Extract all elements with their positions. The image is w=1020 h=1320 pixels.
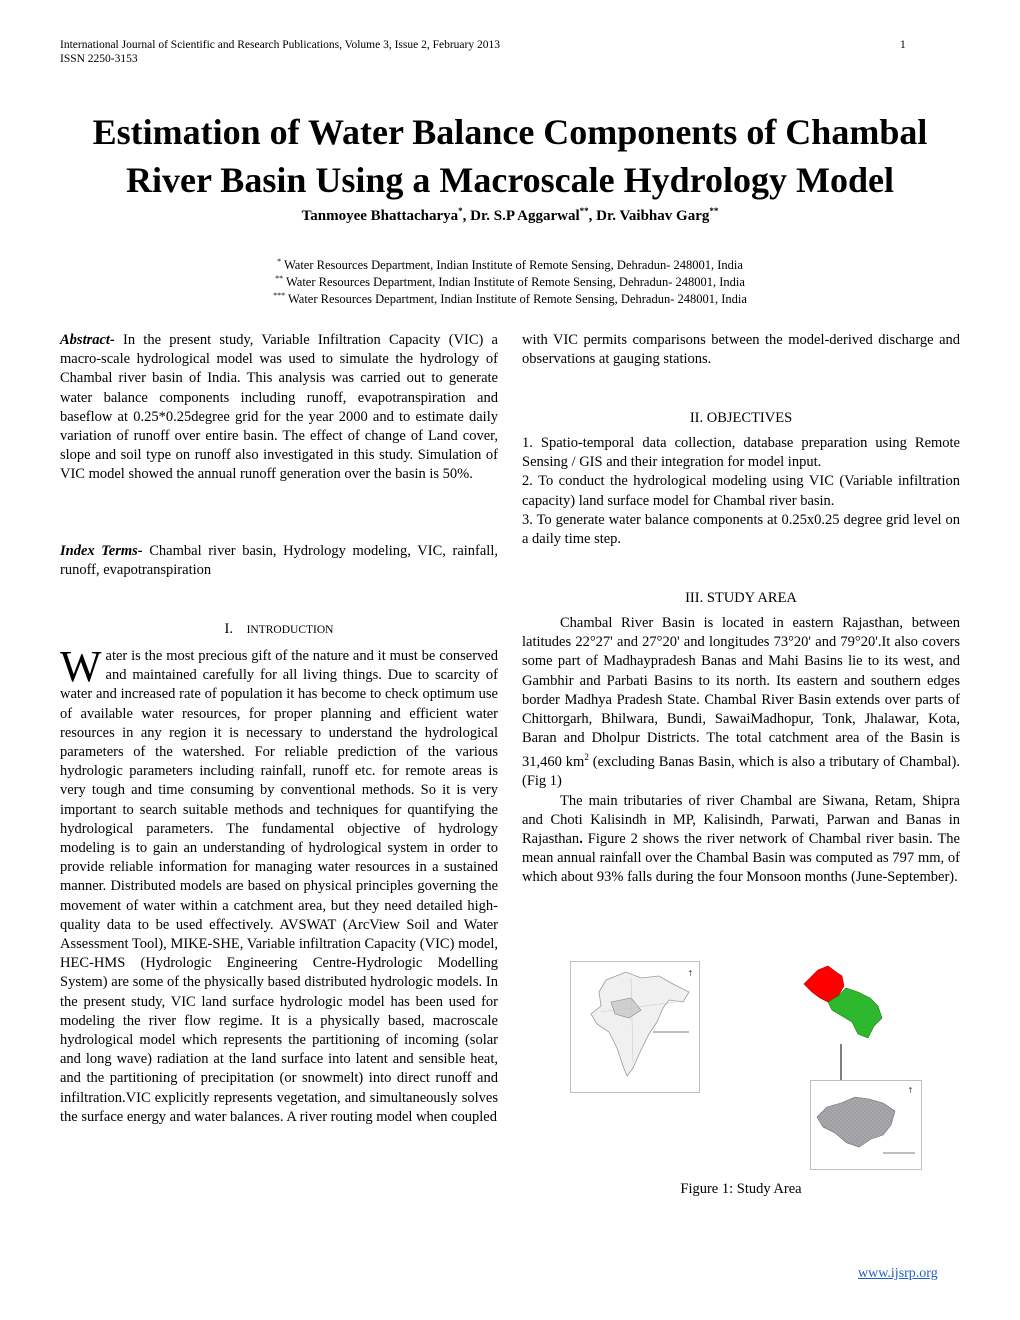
affiliation-1-mark: * (277, 257, 282, 266)
drop-cap: W (60, 642, 102, 691)
page-number: 1 (900, 39, 906, 51)
title-line-2: River Basin Using a Macroscale Hydrology Model (126, 160, 894, 200)
study-area-para2-end: Figure 2 shows the river network of Chambal river basin. The mean annual rainfall over the Chambal Basin was computed as 797 mm, of which about 93% falls during the four Monsoon months (June-September). (522, 831, 960, 886)
abstract-text: In the present study, Variable Infiltration Capacity (VIC) a macro-scale hydrological model was used to simulate the hydrology of Chambal river basin of India. This analysis was carried out to generate water balance components including runoff, evapotranspiration and baseflow at 0.25*0.25degree grid for the year 2000 and to estimate daily variation of runoff over entire basin. The effect of change of Land cover, slope and soil type on runoff also investigated in this study. Simulation of VIC model showed the annual runoff generation over the basin is 50%. (60, 332, 498, 483)
north-arrow-icon: ↑ (687, 969, 694, 978)
intro-text: ater is the most precious gift of the nature and it must be conserved and maintained carefully for all living things. Due to scarcity of water and increased rate of population it has become to check optimum use of available water resources, for proper planning and efficient water resources in any region it is necessary to understand the hydrological parameters of the watershed. For reliable prediction of the various hydrologic parameters including rainfall, runoff etc. for remote areas is very tough and time consuming by conventional methods. So it is very important to search suitable methods and techniques for quantifying the hydrological parameters. The fundamental objective of hydrology modeling is to gain an understanding of hydrological system in order to provide reliable information for managing water resources in a sustained manner. Distributed models are based on physical principles governing the movement of water within a catchment area, but they need detailed high-quality data to be used effectively. AVSWAT (ArcView Soil and Water Assessment Tool), MIKE-SHE, Variable infiltration Capacity (VIC) model, HEC-HMS (Hydrologic Engineering Centre-Hydrologic Modelling System) are some of the physically based distributed hydrologic models. In the present study, VIC land surface hydrologic model has been used for modeling the river flow regime. It is a physically based, macroscale hydrological model which represents the partitioning of incoming (solar and long wave) radiation at the land surface into latent and sensible heat, and the partitioning of precipitation (or snowmelt) into direct runoff and infiltration.VIC explicitly represents vegetation, and simultaneously solves the surface energy and water balances. A river routing model when coupled (60, 648, 498, 1125)
basin-map-panel (810, 1080, 922, 1170)
abstract (60, 331, 498, 485)
introduction-continued (522, 331, 960, 369)
affiliation-2-mark: ** (275, 274, 284, 283)
author-2: , Dr. S.P Aggarwal (462, 208, 580, 224)
study-area-para1: Chambal River Basin is located in eastern Rajasthan, between latitudes 22°27' and 27°20' and longitudes 73°20' and 79°20'.It also covers some part of Madhaypradesh Banas and Mahi Basins lie to its west, and Gambhir and Parbati Basins to its north. Its eastern and southern edges border Madhya Pradesh State. Chambal River Basin extends over parts of Chittorgarh, Bhilwara, Bundi, SawaiMadhopur, Tonk, Jhalawar, Kota, Baran and Dholpur Districts. The total catchment area of the Basin is 31,460 km (522, 615, 960, 771)
objectives-list (522, 434, 960, 549)
study-area-para1-end: (excluding Banas Basin, which is also a tributary of Chambal). (Fig 1) (522, 754, 960, 790)
india-map-panel (570, 961, 700, 1093)
figure-caption: Figure 1: Study Area (680, 1181, 802, 1197)
section-heading-objectives: II. OBJECTIVES (689, 410, 793, 426)
journal-website-link[interactable]: www.ijsrp.org (858, 1266, 938, 1281)
study-area-para2-period: . (579, 831, 583, 848)
journal-header: International Journal of Scientific and Research Publications, Volume 3, Issue 2, February 2013 (60, 39, 500, 51)
intro-cont-text: with VIC permits comparisons between the model-derived discharge and observations at gauging stations. (522, 332, 960, 368)
paper-title (60, 108, 960, 204)
states-map-image (798, 958, 898, 1044)
affiliation-3 (60, 288, 960, 307)
index-terms (60, 542, 498, 580)
author-3: , Dr. Vaibhav Garg (588, 208, 710, 224)
basin-map-image (811, 1081, 921, 1169)
author-3-mark: ** (709, 206, 719, 216)
india-outline (591, 972, 689, 1076)
title-line-1: Estimation of Water Balance Components of Chambal (92, 112, 928, 152)
abstract-label: Abstract- (60, 332, 115, 348)
objective-item: 3. To generate water balance components at 0.25x0.25 degree grid level on a daily time step. (522, 511, 960, 548)
study-area-body (522, 614, 960, 888)
author-2-mark: ** (579, 206, 589, 216)
affiliation-3-text: Water Resources Department, Indian Institute of Remote Sensing, Dehradun- 248001, India (285, 292, 747, 307)
affiliation-2-text: Water Resources Department, Indian Institute of Remote Sensing, Dehradun- 248001, India (283, 275, 745, 290)
section-heading-study-area: III. STUDY AREA (685, 590, 797, 606)
introduction-body (60, 642, 498, 1127)
figure-1 (570, 958, 950, 1173)
india-map-image (571, 962, 699, 1092)
section-heading-introduction (60, 621, 498, 638)
intro-heading-number: I. (224, 621, 233, 637)
index-terms-text: Chambal river basin, Hydrology modeling, VIC, rainfall, runoff, evapotranspiration (60, 543, 498, 579)
objective-item: 1. Spatio-temporal data collection, database preparation using Remote Sensing / GIS and their integration for model input. (522, 435, 960, 471)
basin-grid-overlay (817, 1097, 895, 1147)
study-area-para2: The main tributaries of river Chambal are Siwana, Retam, Shipra and Choti Kalisindh in MP, Kalisindh, Parwati, Parwan and Banas in Rajasthan (522, 792, 960, 848)
affiliation-1-text: Water Resources Department, Indian Institute of Remote Sensing, Dehradun- 248001, India (281, 258, 743, 273)
basin-north-arrow-icon: ↑ (907, 1086, 914, 1095)
intro-heading-text: INTRODUCTION (246, 624, 334, 636)
issn: ISSN 2250-3153 (60, 53, 138, 65)
index-terms-label: Index Terms- (60, 543, 143, 559)
objective-item: 2. To conduct the hydrological modeling using VIC (Variable infiltration capacity) land surface model for Chambal river basin. (522, 473, 960, 509)
affiliation-3-mark: *** (273, 291, 286, 300)
author-list (60, 206, 960, 225)
km-superscript: 2 (584, 752, 589, 763)
author-1-mark: * (458, 206, 463, 216)
author-1: Tanmoyee Bhattacharya (301, 208, 459, 224)
